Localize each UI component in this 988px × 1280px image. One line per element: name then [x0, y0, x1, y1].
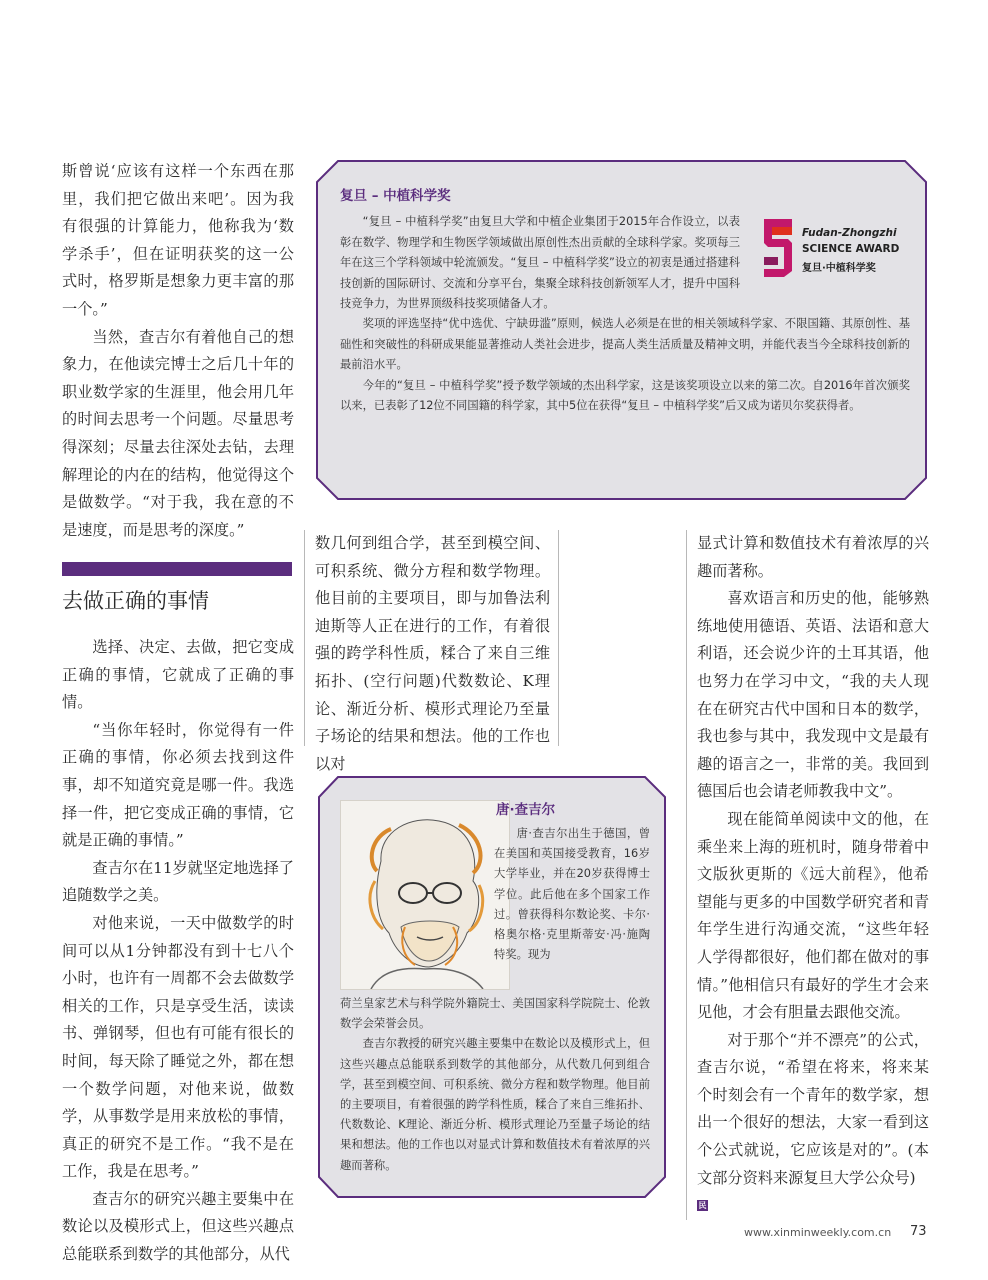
- section-heading: 去做正确的事情: [62, 589, 209, 613]
- left-column-top: [62, 158, 294, 544]
- left-column-bottom: [62, 634, 294, 1269]
- award-paragraph: 今年的“复旦 – 中植科学奖”授予数学领域的杰出科学家，这是该奖项设立以来的第二次。自2016年首次颁奖以来，已表彰了12位不同国籍的科学家，其中5位在获得“复旦 – 中植科学奖”后又成为诺贝尔奖获得者。: [340, 378, 910, 413]
- bio-box-title: 唐·查吉尔: [496, 802, 556, 818]
- award-paragraph: “复旦 – 中植科学奖”由复旦大学和中植企业集团于2015年合作设立，以表彰在数学、物理学和生物医学领域做出原创性杰出贡献的全球科学家。奖项每三年在这三个学科领域中轮流颁发。“复旦 – 中植科学奖”设立的初衷是通过搭建科技创新的国际研讨、交流和分享平台，集聚全球科技创新领军人才，提升中国科技竞争力，为世界顶级科技奖项储备人才。: [340, 215, 740, 311]
- award-sidebar-box: [316, 160, 927, 500]
- logo-text-award: SCIENCE AWARD: [802, 243, 900, 255]
- bio-paragraph: 查吉尔教授的研究兴趣主要集中在数论以及模形式上，但这些兴趣点总能联系到数学的其他部分，从代数几何到组合学，甚至到模空间、可积系统、微分方程和数学物理。他目前的主要项目，有着很强的跨学科性质，糅合了来自三维拓扑、代数数论、K理论、渐近分析、模形式理论乃至量子场论的结果和想法。他的工作也以对显式计算和数值技术有着浓厚的兴趣而著称。: [340, 1037, 650, 1172]
- logo-text-latin: Fudan-Zhongzhi: [802, 227, 897, 239]
- publication-end-mark-icon: 民: [698, 1201, 707, 1210]
- paragraph: 对于那个“并不漂亮”的公式，查吉尔说，“希望在将来，将来某个时刻会有一个青年的数学家，想出一个很好的想法，大家一看到这个公式就说，它应该是对的”。(本文部分资料来源复旦大学公众号): [697, 1030, 929, 1187]
- bio-paragraph: 荷兰皇家艺术与科学院外籍院士、美国国家科学院院士、伦敦数学会荣誉会员。: [340, 997, 650, 1031]
- page-number: 73: [910, 1224, 927, 1239]
- portrait-sketch-illustration: [340, 800, 510, 990]
- column-divider: [558, 530, 559, 746]
- bio-body: [340, 994, 650, 1176]
- footer-url: www.xinminweekly.com.cn: [744, 1226, 892, 1239]
- middle-column: [315, 530, 550, 778]
- column-divider: [304, 530, 305, 746]
- paragraph: 斯曾说‘应该有这样一个东西在那里，我们把它做出来吧’。因为我有很强的计算能力，他称我为‘数学杀手’，但在证明获奖的这一公式时，格罗斯是想象力更丰富的那一个。”: [62, 162, 294, 318]
- bio-sidebar-box: [318, 776, 666, 1198]
- award-box-title: 复旦 – 中植科学奖: [340, 188, 451, 204]
- paragraph: 显式计算和数值技术有着浓厚的兴趣而著称。: [697, 534, 929, 580]
- paragraph: 查吉尔在11岁就坚定地选择了追随数学之美。: [62, 858, 294, 905]
- fudan-zhongzhi-logo-icon: [758, 217, 908, 279]
- section-divider-bar: [62, 562, 292, 576]
- column-divider: [686, 530, 687, 1220]
- paragraph: 选择、决定、去做，把它变成正确的事情，它就成了正确的事情。: [62, 638, 294, 712]
- paragraph: “当你年轻时，你觉得有一件正确的事情，你必须去找到这件事，却不知道究竟是哪一件。我选择一件，把它变成正确的事情，它就是正确的事情。”: [62, 720, 294, 850]
- paragraph: 现在能简单阅读中文的他，在乘坐来上海的班机时，随身带着中文版狄更斯的《远大前程》，他希望能与更多的中国数学研究者和青年学生进行沟通交流，“这些年轻人学得都很好，他们都在做对的事情。”他相信只有最好的学生才会来见他，才会有胆量去跟他交流。: [697, 809, 929, 1022]
- paragraph: 喜欢语言和历史的他，能够熟练地使用德语、英语、法语和意大利语，还会说少许的土耳其语，他也努力在学习中文，“我的夫人现在在研究古代中国和日本的数学，我也参与其中，我发现中文是最有趣的语言之一，非常的美。我回到德国后也会请老师教我中文”。: [697, 589, 929, 801]
- paragraph: 对他来说，一天中做数学的时间可以从1分钟都没有到十七八个小时，也许有一周都不会去做数学相关的工作，只是享受生活，读读书、弹钢琴，但也有可能有很长的时间，每天除了睡觉之外，都在想一个数学问题，对他来说，做数学，从事数学是用来放松的事情，真正的研究不是工作。“我不是在工作，我是在思考。”: [62, 913, 294, 1181]
- bio-intro: 唐·查吉尔出生于德国，曾在美国和英国接受教育，16岁大学毕业，并在20岁获得博士学位。此后他在多个国家工作过。曾获得科尔数论奖、卡尔·格奥尔格·克里斯蒂安·冯·施陶特奖。现为: [494, 827, 650, 962]
- paragraph: 数几何到组合学，甚至到模空间、可积系统、微分方程和数学物理。他目前的主要项目，即与加鲁法利迪斯等人正在进行的工作，有着很强的跨学科性质，糅合了来自三维拓扑、(空行问题)代数数论、K理论、渐近分析、模形式理论乃至量子场论的结果和想法。他的工作也以对: [315, 534, 550, 773]
- paragraph: 当然，查吉尔有着他自己的想象力，在他读完博士之后几十年的职业数学家的生涯里，他会用几年的时间去思考一个问题。尽量思考得深刻；尽量去往深处去钻，去理解理论的内在的结构，他觉得这个是做数学。“对于我，我在意的不是速度，而是思考的深度。”: [62, 327, 294, 539]
- right-column: [697, 530, 929, 1192]
- paragraph: 查吉尔的研究兴趣主要集中在数论以及模形式上，但这些兴趣点总能联系到数学的其他部分，从代: [62, 1189, 294, 1264]
- logo-text-chinese: 复旦·中植科学奖: [802, 263, 876, 274]
- award-paragraph: 奖项的评选坚持“优中选优、宁缺毋滥”原则，候选人必须是在世的相关领域科学家、不限国籍、其原创性、基础性和突破性的科研成果能显著推动人类社会进步，提高人类生活质量及精神文明，并能代表当今全球科技创新的最前沿水平。: [340, 317, 910, 372]
